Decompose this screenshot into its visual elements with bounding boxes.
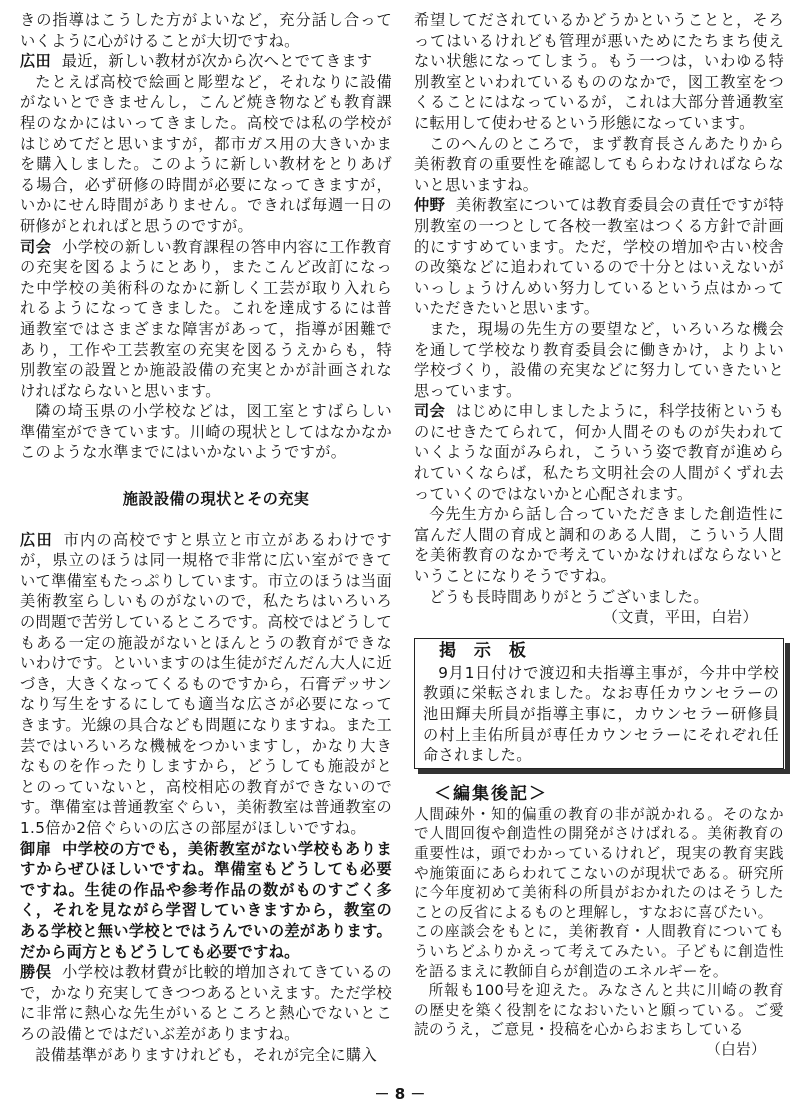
paragraph xyxy=(20,51,392,72)
paragraph: 希望してだされているかどうかということと，そろってはいるけれども管理が悪いためにたちまち使えない状態になってしまう。もう一つは，いわゆる特別教室といわれているもののなかで，図工教室をつくることにはなっているが，これは大部分普通教室に転用して使わせるという形態になっています。 xyxy=(414,11,784,132)
paragraph: このへんのところで，まず教育長さんあたりから美術教育の重要性を確認してもらわなければならないと思いますね。 xyxy=(414,134,784,194)
section-heading: 施設設備の現状とその充実 xyxy=(122,490,310,509)
bulletin-board-box xyxy=(414,638,784,769)
paragraph: 設備基準がありますけれども，それが完全に購入 xyxy=(35,1045,378,1064)
right-column xyxy=(414,10,784,1060)
editors-postscript xyxy=(414,805,784,1060)
paragraph xyxy=(20,962,392,1044)
attribution: （文責，平田，白岩） xyxy=(602,608,758,627)
paragraph: どうも長時間ありがとうございました。 xyxy=(429,587,709,606)
paragraph-text: 小学校の新しい教育課程の答申内容に工作教育の充実を図るようにとあり，またこんど改訂になった中学校の美術科のなかに新しく工芸が取り入れられるようになってきました。これを達成するには普通教室ではさまざまな障害があって，指導が困難であり，工作や工芸教室の充実を図るうえからも，特別教室の設置とか施設設備の充実とかが計画されなければならないと思います。 xyxy=(20,237,393,400)
speaker-name: 勝俣 xyxy=(20,963,52,982)
paragraph: 今先生方から話し合っていただきました創造性に富んだ人間の育成と調和のある人間，こういう人間を美術教育のなかで考えていかなければならないということになりそうですね。 xyxy=(414,505,784,586)
speaker-name: 広田 xyxy=(20,530,53,549)
page-number: － 8 － xyxy=(374,1085,426,1103)
speaker-name: 広田 xyxy=(20,52,52,71)
paragraph: 隣の埼玉県の小学校などは，図工室とすばらしい準備室ができています。川崎の現状としてはなかなかこのような水準までにはいかないようですが。 xyxy=(20,402,392,462)
speaker-name: 司会 xyxy=(414,402,446,421)
paragraph xyxy=(414,401,784,504)
left-column xyxy=(20,10,392,1065)
paragraph-text: 美術教室については教育委員会の責任ですが特別教室の一つとして各校一教室はつくる方針で計画的にすすめています。ただ，学校の増加や古い校舎の改築などに追われているので十分とはいえないがいっしょうけんめい努力しているという点はかっていただきたいと思います。 xyxy=(414,196,785,318)
paragraph: たとえば高校で絵画と彫塑など，それなりに設備がないとできませんし，こんど焼き物なども教育課程のなかにはいってきました。高校では私の学校がはじめてだと思いますが，都市ガス用の大きいかまを購入しました。このように新しい教材をとりあげる場合，必ず研修の時間が必要になってきますが，いかにせん時間がありません。できれば毎週一日の研修がとれればと思うのですが。 xyxy=(20,72,392,235)
paragraph-text: 市内の高校ですと県立と市立があるわけですが，県立のほうは同一規格で非常に広い室ができていて準備室もたっぷりしています。市立のほうは当面美術教室らしいものがないので，私たちはいろいろの問題で苦労しているところです。高校ではどうしてもある一定の施設がないとほんとうの教育ができないわけです。といいますのは生徒がだんだん大人に近づき，大きくなってくるものですから，石膏デッサンなり写生をするにしても適当な広さが必要になってきます。光線の具合なども問題になりますね。また工芸ではいろいろな機械をつかいますし，かなり大きなものを作ったりしますから，どうしても施設がととのっていないと，高校相応の教育ができないのです。準備室は普通教室ぐらい，美術教室は普通教室の1.5倍か2倍ぐらいの広さの部屋がほしいですね。 xyxy=(20,530,392,837)
speaker-name: 御扉 xyxy=(20,839,52,858)
paragraph-text: 小学校は教材費が比較的増加されてきているので，かなり充実してきつつあるといえます。ただ学校に非常に熱心な先生がいるところと熱心でないところの設備とではだいぶ差がありますね。 xyxy=(20,963,393,1043)
speaker-name: 仲野 xyxy=(414,196,446,215)
paragraph: きの指導はこうした方がよいなど，充分話し合っていくように心がけることが大切ですね。 xyxy=(20,11,392,50)
paragraph-text: 中学校の方でも，美術教室がない学校もありますからぜひほしいですね。準備室もどうしても必要ですね。生徒の作品や参考作品の数がものすごく多く，それを見ながら学習していきますから，教室のある学校と無い学校とではうんでいの差があります。だから両方ともどうしても必要ですね。 xyxy=(20,839,393,961)
bulletin-board-title: 掲 示 板 xyxy=(439,640,532,661)
speaker-name: 司会 xyxy=(20,237,52,256)
paragraph: この座談会をもとに，美術教育・人間教育についてもういちどふりかえって考えてみたい。子どもに創造性を語るまえに教師自らが創造のエネルギーを。 xyxy=(414,923,784,980)
paragraph-text: はじめに申しましたように，科学技術というものにせきたてられて，何か人間そのものが失われていくような面がみられ，こういう姿で教育が進められていくならば，私たち文明社会の人間がくずれ去っていくのではないかと心配されます。 xyxy=(414,402,784,503)
bulletin-board-text: 9月1日付けで渡辺和夫指導主事が，今井中学校教頭に栄転されました。なお専任カウンセラーの池田輝夫所員が指導主事に，カウンセラー研修員の村上圭佑所員が専任カウンセラーにそれぞれ任命されました。 xyxy=(423,663,779,765)
paragraph-text: 最近，新しい教材が次から次へとでてきます xyxy=(61,52,373,71)
paragraph xyxy=(414,195,784,319)
paragraph xyxy=(20,839,392,963)
paragraph xyxy=(20,237,392,402)
paragraph: また，現場の先生方の要望など，いろいろな機会を通して学校なり教育委員会に働きかけ，よりよい学校づくり，設備の充実などに努力していきたいと思っています。 xyxy=(414,319,784,400)
editors-postscript-title: ＜編集後記＞ xyxy=(434,783,548,804)
paragraph: 人間疎外・知的偏重の教育の非が説かれる。そのなかで人間回復や創造性の開発がさけばれる。美術教育の重要性は，頭でわかっているけれど，現実の教育実践や施策面にあらわれてこないのが現状である。研究所に今年度初めて美術科の所員がおかれたのはそうしたことの反省によるものと理解し，すなおに喜びたい。 xyxy=(414,805,784,921)
paragraph xyxy=(20,530,392,839)
attribution: （白岩） xyxy=(706,1040,766,1058)
paragraph: 所報も100号を迎えた。みなさんと共に川崎の教育の歴史を築く役割をになおいたいと願っている。ご愛読のうえ，ご意見・投稿を心からおまちしている xyxy=(414,982,784,1039)
